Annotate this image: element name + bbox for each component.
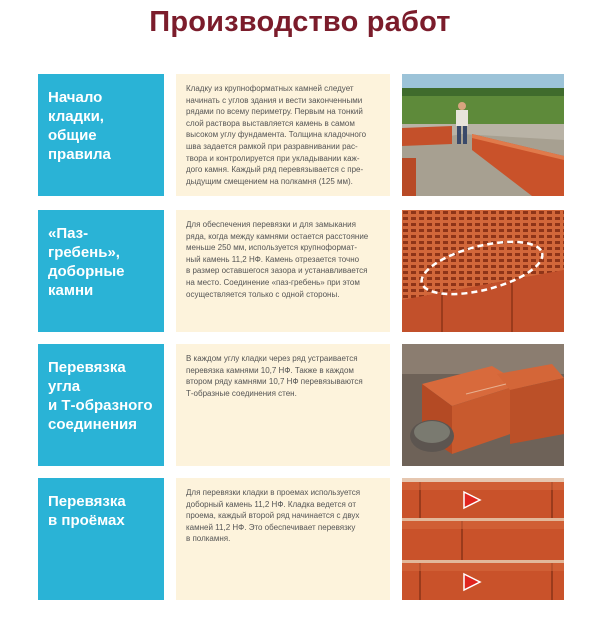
section-label: Начало кладки, общие правила [38,74,164,196]
corner-joint-photo [402,344,564,466]
section-text: Кладку из крупноформатных камней следует начинать с углов здания и вести законченными рядами по всему периметру. Первым на тонкий слой раствора выставляется камень в самом высоком углу фундамента. Толщина кладочного шва задается рамкой при разравнивании рас- твора и контролируется при укладывании каж- дого камня. Каждый ряд перевязывается с пре- дыдущим смещением на полкамня (125 мм). [176,74,390,196]
section-text: В каждом углу кладки через ряд устраивается перевязка камнями 10,7 НФ. Также в каждом втором ряду камнями 10,7 НФ перевязываются Т-образные соединения стен. [176,344,390,466]
section-label: «Паз- гребень», доборные камни [38,210,164,332]
brick-closeup-photo [402,210,564,332]
construction-photo [402,74,564,196]
opening-bond-photo [402,478,564,600]
section-label: Перевязка угла и Т-образного соединения [38,344,164,466]
section-text: Для обеспечения перевязки и для замыкания ряда, когда между камнями остается расстояние меньше 250 мм, используется крупноформат- ный камень 11,2 НФ. Камень отрезается точно в размер оставшегося зазора и устанавливается на место. Соединение «паз-гребень» при этом осуществляется только с одной стороны. [176,210,390,332]
section-text: Для перевязки кладки в проемах используется доборный камень 11,2 НФ. Кладка ведется от проема, каждый второй ряд начинается с двух камней 11,2 НФ. Это обеспечивает перевязку в полкамня. [176,478,390,600]
page-title: Производство работ [149,6,451,38]
section-openings [38,478,564,600]
section-tongue-groove [38,210,564,332]
section-start-masonry [38,74,564,196]
section-corner-joint [38,344,564,466]
section-label: Перевязка в проёмах [38,478,164,600]
